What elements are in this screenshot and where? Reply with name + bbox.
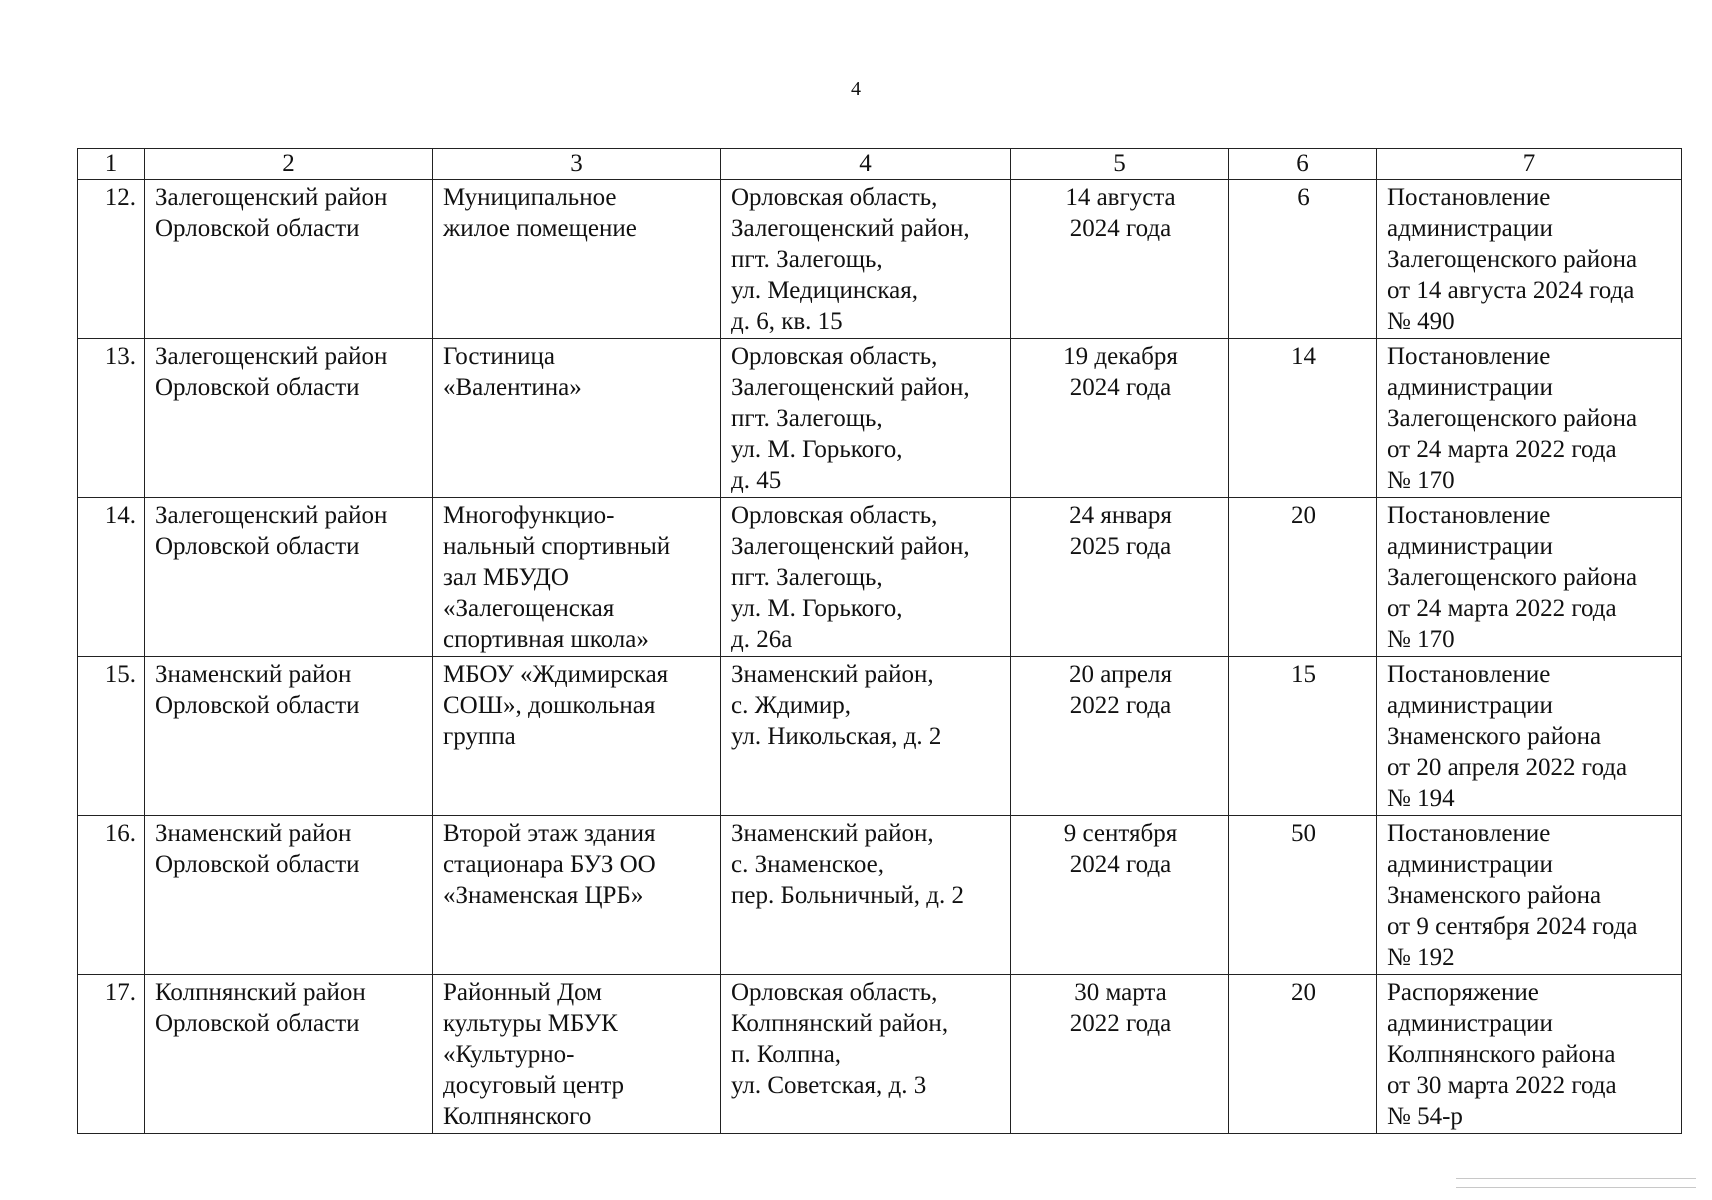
document-line: от 14 августа 2024 года: [1387, 277, 1635, 304]
district-cell: [145, 975, 433, 1134]
capacity-cell: 20: [1229, 498, 1377, 657]
row-number-cell: 14.: [78, 498, 145, 657]
address-line: с. Ждимир,: [731, 692, 852, 719]
column-header-5: 5: [1011, 149, 1229, 180]
address-cell: [721, 339, 1011, 498]
date-cell: [1011, 339, 1229, 498]
table-body: [78, 180, 1682, 1134]
object-line: «Залегощенская: [443, 595, 615, 622]
document-line: Знаменского района: [1387, 723, 1602, 750]
date-cell: [1011, 498, 1229, 657]
object-line: Многофункцио-: [443, 502, 615, 529]
column-header-2: 2: [145, 149, 433, 180]
address-line: Орловская область,: [731, 184, 938, 211]
document-line: администрации: [1387, 1010, 1553, 1037]
object-line: СОШ», дошкольная: [443, 692, 656, 719]
object-line: зал МБУДО: [443, 564, 569, 591]
address-cell: [721, 657, 1011, 816]
district-cell: [145, 339, 433, 498]
district-line: Залегощенский район: [155, 184, 388, 211]
address-line: с. Знаменское,: [731, 851, 885, 878]
scan-artifact-lines: [1456, 1178, 1696, 1188]
page-number: 4: [851, 78, 861, 100]
document-line: Залегощенского района: [1387, 564, 1638, 591]
table-header-row: [78, 149, 1682, 180]
date-line: 2022 года: [1069, 692, 1172, 719]
address-line: пер. Больничный, д. 2: [731, 882, 964, 909]
object-cell: [433, 816, 721, 975]
district-line: Орловской области: [155, 215, 360, 242]
document-line: № 170: [1387, 467, 1455, 494]
object-cell: [433, 498, 721, 657]
document-line: Колпнянского района: [1387, 1041, 1616, 1068]
address-line: д. 6, кв. 15: [731, 308, 843, 335]
address-line: Залегощенский район,: [731, 533, 970, 560]
document-line: администрации: [1387, 374, 1553, 401]
table-row: [78, 498, 1682, 657]
document-line: администрации: [1387, 215, 1553, 242]
address-line: д. 45: [731, 467, 782, 494]
district-line: Орловской области: [155, 692, 360, 719]
document-line: от 24 марта 2022 года: [1387, 436, 1617, 463]
capacity-cell: 14: [1229, 339, 1377, 498]
object-cell: [433, 657, 721, 816]
address-line: ул. Советская, д. 3: [731, 1072, 927, 1099]
document-line: № 170: [1387, 626, 1455, 653]
row-number-cell: 16.: [78, 816, 145, 975]
date-cell: [1011, 657, 1229, 816]
document-line: № 490: [1387, 308, 1455, 335]
district-line: Орловской области: [155, 851, 360, 878]
capacity-cell: 20: [1229, 975, 1377, 1134]
district-line: Залегощенский район: [155, 502, 388, 529]
date-line: 9 сентября: [1063, 820, 1178, 847]
document-line: Постановление: [1387, 184, 1551, 211]
address-cell: [721, 180, 1011, 339]
object-line: культуры МБУК: [443, 1010, 618, 1037]
object-line: досуговый центр: [443, 1072, 625, 1099]
row-number-cell: 17.: [78, 975, 145, 1134]
address-line: ул. М. Горького,: [731, 595, 903, 622]
document-line: Постановление: [1387, 502, 1551, 529]
capacity-cell: 50: [1229, 816, 1377, 975]
date-line: 2024 года: [1069, 215, 1172, 242]
address-line: Орловская область,: [731, 502, 938, 529]
address-line: Знаменский район,: [731, 661, 934, 688]
column-header-7: 7: [1377, 149, 1682, 180]
document-cell: [1377, 339, 1682, 498]
district-cell: [145, 657, 433, 816]
object-line: Муниципальное: [443, 184, 617, 211]
address-cell: [721, 975, 1011, 1134]
object-cell: [433, 339, 721, 498]
column-header-3: 3: [433, 149, 721, 180]
document-line: администрации: [1387, 692, 1553, 719]
date-line: 2025 года: [1069, 533, 1172, 560]
registry-table: [77, 148, 1682, 1134]
object-line: Второй этаж здания: [443, 820, 656, 847]
address-line: Залегощенский район,: [731, 374, 970, 401]
object-line: МБОУ «Ждимирская: [443, 661, 669, 688]
object-cell: [433, 975, 721, 1134]
object-line: нальный спортивный: [443, 533, 671, 560]
document-line: Распоряжение: [1387, 979, 1539, 1006]
date-cell: [1011, 180, 1229, 339]
column-header-1: 1: [78, 149, 145, 180]
date-line: 2022 года: [1069, 1010, 1172, 1037]
table-row: [78, 180, 1682, 339]
address-line: ул. Никольская, д. 2: [731, 723, 942, 750]
date-cell: [1011, 975, 1229, 1134]
date-line: 2024 года: [1069, 851, 1172, 878]
document-line: от 20 апреля 2022 года: [1387, 754, 1628, 781]
object-line: жилое помещение: [443, 215, 637, 242]
document-line: № 194: [1387, 785, 1455, 812]
document-cell: [1377, 657, 1682, 816]
document-cell: [1377, 975, 1682, 1134]
object-cell: [433, 180, 721, 339]
document-line: администрации: [1387, 851, 1553, 878]
document-line: от 30 марта 2022 года: [1387, 1072, 1617, 1099]
district-line: Залегощенский район: [155, 343, 388, 370]
document-line: Залегощенского района: [1387, 405, 1638, 432]
table-row: [78, 339, 1682, 498]
object-line: стационара БУЗ ОО: [443, 851, 656, 878]
district-cell: [145, 498, 433, 657]
object-line: группа: [443, 723, 516, 750]
document-line: от 24 марта 2022 года: [1387, 595, 1617, 622]
column-header-4: 4: [721, 149, 1011, 180]
date-cell: [1011, 816, 1229, 975]
document-cell: [1377, 180, 1682, 339]
row-number-cell: 12.: [78, 180, 145, 339]
address-line: ул. Медицинская,: [731, 277, 918, 304]
address-line: Знаменский район,: [731, 820, 934, 847]
district-line: Орловской области: [155, 374, 360, 401]
document-line: № 54-р: [1387, 1103, 1463, 1130]
district-line: Орловской области: [155, 1010, 360, 1037]
date-line: 14 августа: [1065, 184, 1176, 211]
capacity-cell: 6: [1229, 180, 1377, 339]
column-header-6: 6: [1229, 149, 1377, 180]
object-line: Гостиница: [443, 343, 556, 370]
table-row: [78, 657, 1682, 816]
address-line: пгт. Залегощь,: [731, 246, 883, 273]
document-line: Залегощенского района: [1387, 246, 1638, 273]
district-line: Знаменский район: [155, 661, 352, 688]
document-line: от 9 сентября 2024 года: [1387, 913, 1638, 940]
row-number-cell: 15.: [78, 657, 145, 816]
document-cell: [1377, 498, 1682, 657]
table-row: [78, 975, 1682, 1134]
address-line: п. Колпна,: [731, 1041, 842, 1068]
address-line: пгт. Залегощь,: [731, 564, 883, 591]
address-line: ул. М. Горького,: [731, 436, 903, 463]
date-line: 24 января: [1069, 502, 1172, 529]
object-line: Колпнянского: [443, 1103, 592, 1130]
address-line: Орловская область,: [731, 979, 938, 1006]
address-line: Залегощенский район,: [731, 215, 970, 242]
address-line: пгт. Залегощь,: [731, 405, 883, 432]
document-line: Знаменского района: [1387, 882, 1602, 909]
object-line: «Валентина»: [443, 374, 582, 401]
address-cell: [721, 498, 1011, 657]
document-cell: [1377, 816, 1682, 975]
date-line: 19 декабря: [1063, 343, 1178, 370]
object-line: «Культурно-: [443, 1041, 575, 1068]
district-cell: [145, 180, 433, 339]
capacity-cell: 15: [1229, 657, 1377, 816]
district-line: Орловской области: [155, 533, 360, 560]
address-line: Орловская область,: [731, 343, 938, 370]
object-line: спортивная школа»: [443, 626, 649, 653]
address-line: Колпнянский район,: [731, 1010, 949, 1037]
document-line: Постановление: [1387, 820, 1551, 847]
document-line: № 192: [1387, 944, 1455, 971]
district-line: Колпнянский район: [155, 979, 366, 1006]
date-line: 2024 года: [1069, 374, 1172, 401]
object-line: «Знаменская ЦРБ»: [443, 882, 644, 909]
document-line: Постановление: [1387, 661, 1551, 688]
table-row: [78, 816, 1682, 975]
district-line: Знаменский район: [155, 820, 352, 847]
document-line: Постановление: [1387, 343, 1551, 370]
row-number-cell: 13.: [78, 339, 145, 498]
date-line: 30 марта: [1074, 979, 1167, 1006]
object-line: Районный Дом: [443, 979, 602, 1006]
document-line: администрации: [1387, 533, 1553, 560]
district-cell: [145, 816, 433, 975]
address-cell: [721, 816, 1011, 975]
date-line: 20 апреля: [1069, 661, 1172, 688]
address-line: д. 26а: [731, 626, 793, 653]
